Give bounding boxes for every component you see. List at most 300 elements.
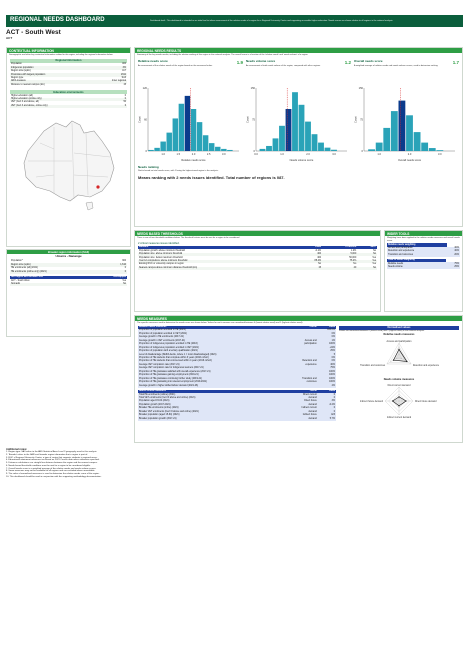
table-cell: Transition and <box>287 377 318 380</box>
table-cell: 15 <box>299 267 322 270</box>
x-tick-label: 2.0 <box>407 153 412 157</box>
table-cell: 0% <box>318 360 336 363</box>
table-cell: ARIA measure <box>10 80 92 83</box>
relative-score-title: Relative needs score <box>138 58 168 63</box>
table-cell: Average growth in higher skilled labour demand (2021-26) <box>138 384 287 387</box>
table-cell: 1,610 <box>92 263 127 266</box>
radar-axis-label: Transition and outcomes <box>360 364 386 367</box>
histogram-bar <box>203 135 208 151</box>
volume-score-note: An assessment of total needs volume of the region, compared with other regions. <box>246 65 321 68</box>
dashboard-description: Dashboard draft - This dashboard is intended as an initial tool to inform assessment of the relative needs of a region for a Regional University Centre and supporting accessible higher education. Needs scores are shown relative to all regions in the national analysis. <box>150 19 394 22</box>
table-row <box>387 266 460 269</box>
note-line: 3. RUC = Regional University Centre, a type of centre that supports students in regional areas. <box>6 456 98 459</box>
relative-score-histogram <box>138 85 242 163</box>
table-header-cell: Value <box>328 325 335 328</box>
site-name: ACT - South West <box>6 29 61 36</box>
table-cell: 0 <box>318 393 336 396</box>
volume-score-card <box>246 60 351 165</box>
table-cell: 50 <box>123 101 126 104</box>
table-cell: Needs volume <box>387 266 446 269</box>
y-tick-label: 150 <box>358 87 363 91</box>
y-tick-label: 150 <box>250 87 255 91</box>
histogram-bar <box>266 146 272 151</box>
table-cell: HE enrolments (all) (2021) <box>11 267 38 270</box>
australia-map <box>14 113 124 213</box>
table-cell: No <box>357 253 377 256</box>
radar-value-point <box>398 348 399 349</box>
table-cell: Direct current <box>278 393 317 396</box>
table-header-cell: Theme <box>309 390 317 393</box>
radar1-title: Relative needs measures <box>383 333 415 337</box>
histogram-bar <box>305 122 311 151</box>
note-line: 9. The value of normalised measures is used to determine the relative needs score of the region. <box>6 473 100 476</box>
table-cell: Year 12 completions: above minimum threshold <box>138 260 299 263</box>
normalised-panel <box>339 326 459 422</box>
y-axis-label: Count <box>246 116 250 124</box>
x-tick-label: 1.5 <box>176 153 181 157</box>
radar-value-point <box>405 400 406 401</box>
overall-score-card <box>354 60 459 165</box>
table-cell: Existing RUC or university campus in region <box>139 263 184 266</box>
table-cell: 1.2% <box>350 249 357 252</box>
thresholds-title: NEEDS BASED THRESHOLDS <box>135 231 380 236</box>
wider-tools-note: Weighting have been applied to the relative needs measures and overall needs score. <box>387 237 460 242</box>
table-header-cell: Threshold <box>345 246 357 249</box>
table-cell: Higher education (online only) <box>10 98 92 101</box>
table-header-cell: Measure <box>139 246 149 249</box>
table-cell: Proportion of population enrolled in VET (2021) <box>138 333 287 336</box>
x-tick-label: 1.0 <box>161 153 165 157</box>
table-cell: 6 <box>92 105 127 108</box>
table-cell: 400 <box>299 253 322 256</box>
table-header-cell: Value <box>328 390 335 393</box>
histogram-bar <box>179 104 184 151</box>
table-cell: 100% <box>318 374 336 377</box>
table-cell: Population <box>11 63 22 66</box>
table-cell: Average VET completion rate (2017-21) <box>138 364 287 367</box>
table-cell: 2611 <box>92 73 127 76</box>
additional-notes-list <box>6 451 463 479</box>
table-header-cell: Relative needs measures <box>139 325 167 328</box>
x-tick-label: 2.0 <box>191 153 196 157</box>
histogram-bar <box>376 143 383 151</box>
thresholds-note: There is one of two threshold conditions below. The threshold criteria must be met for a region to be considered. <box>137 237 240 239</box>
radar-value-shape <box>394 349 407 361</box>
histogram-bar <box>197 122 202 151</box>
normalised-title: Normalised values <box>339 326 459 330</box>
table-cell: 75% <box>318 367 336 370</box>
table-cell: 100% <box>318 371 336 374</box>
table-cell: SA3 <box>121 76 126 79</box>
thresholds-panel <box>134 230 381 312</box>
table-header-cell: Value <box>315 246 322 249</box>
histogram-bar <box>292 92 298 151</box>
table-cell: Direct future <box>278 400 317 403</box>
x-tick-label: 2.5 <box>206 153 211 157</box>
additional-notes <box>6 448 463 498</box>
histogram-bar <box>279 126 285 151</box>
table-cell: -0.2% <box>315 249 322 252</box>
table-cell: VET (Cert 3 and above, online only) <box>10 105 92 108</box>
x-axis-label: Needs volume score <box>289 159 314 163</box>
volume-score-value: 1.2 <box>344 59 351 65</box>
table-cell: 40 <box>322 267 357 270</box>
table-cell: 423 <box>318 414 336 417</box>
table-header-cell: Relative needs weighting <box>388 243 416 246</box>
table-cell: No <box>353 263 357 266</box>
y-tick-label: 0 <box>361 150 363 154</box>
radar2-title: Needs volume measures <box>383 377 415 381</box>
broader-region-table <box>10 260 127 274</box>
x-tick-label: 1.0 <box>377 153 381 157</box>
wider-tools-title: WIDER TOOLS <box>385 231 462 236</box>
table-cell: Region size (sqkm) <box>11 70 31 73</box>
x-tick-label: 3.0 <box>438 153 442 157</box>
table-cell: Proportion of HE students that complete within 3 years (2016 cohort) <box>138 357 287 360</box>
table-cell: No <box>373 249 376 252</box>
table-cell: Yes <box>372 256 376 259</box>
table-row <box>10 283 127 286</box>
needs-results-title: REGIONAL NEEDS RESULTS <box>135 48 462 53</box>
table-cell: 400 <box>317 256 322 259</box>
x-axis-label: Relative needs score <box>181 159 206 163</box>
y-tick-label: 120 <box>142 87 147 91</box>
x-tick-label: 1.0 <box>280 153 284 157</box>
table-cell: experience <box>287 364 318 367</box>
overall-score-value: 1.7 <box>452 59 459 65</box>
table-cell: Proportion of HE graduating into relevant employment (2019-2021) <box>138 381 287 384</box>
table-cell: 100% <box>318 377 336 380</box>
table-cell: Inner regional <box>92 80 127 83</box>
table-cell: 400 <box>122 63 126 66</box>
regional-info-title: Regional information <box>10 59 127 63</box>
relative-score-note: An assessment of the relative needs of the region based on the measures below. <box>138 65 213 68</box>
table-cell: Access and participation <box>387 247 447 250</box>
x-tick-label: 3.0 <box>332 153 336 157</box>
note-line: 1. Region type: SA3 refers to the ABS Statistical Area Level 3 geography used in this analysis. <box>6 451 98 454</box>
relative-score-value: 1.9 <box>236 59 243 65</box>
tasmania-outline <box>86 202 93 210</box>
y-tick-label: 75 <box>360 118 363 122</box>
histogram-bar <box>421 143 428 151</box>
table-cell: 3% <box>92 66 127 69</box>
x-axis-label: Overall needs score <box>397 159 422 163</box>
thresholds-headline: 2 critical measures issues identified. <box>138 241 180 245</box>
volume-measures-radar <box>339 381 459 421</box>
note-line: 7. Overall needs score is a weighted average of the relative needs and needs volume scores. <box>6 467 97 470</box>
table-cell: No <box>357 267 377 270</box>
broader-region-title: Broader region information (SA3) <box>7 250 130 254</box>
radar-value-point <box>406 361 407 362</box>
histogram-bar <box>414 132 421 151</box>
table-cell: No <box>92 283 127 286</box>
table-cell: 40% <box>318 364 336 367</box>
table-cell: Indigenous population <box>10 66 92 69</box>
table-cell: outcomes <box>287 381 318 384</box>
histogram-bar <box>286 109 292 151</box>
table-cell: Retention and <box>287 360 318 363</box>
histogram-bar <box>325 148 331 151</box>
histogram-bar <box>154 148 159 151</box>
needs-results-note: Summary of the key needs results, including the relative ranking of this region in the national analysis. The overall score is a function of the 'relative needs' and 'needs volume' of a region. <box>137 54 309 56</box>
table-cell: 0 <box>318 410 336 413</box>
histogram-bar <box>436 150 443 151</box>
table-cell: Proportion of HE graduates satisfied with overall experience (2017-21) <box>138 371 287 374</box>
table-cell: Postcodes with largest population <box>10 73 92 76</box>
regional-info-table <box>10 63 127 87</box>
y-tick-label: 60 <box>144 118 147 122</box>
radar-axis-label: Indirect current demand <box>386 416 412 419</box>
table-cell: 5,000 <box>322 253 357 256</box>
table-cell: Proportion of Indigenous population enrolled in HE (2016) <box>138 343 287 346</box>
table-cell: 4% <box>318 384 336 387</box>
volume-measures-table <box>138 390 336 421</box>
dashboard-header <box>6 15 463 27</box>
dashboard-title: REGIONAL NEEDS DASHBOARD <box>10 17 105 24</box>
table-cell: Indirect future <box>278 414 317 417</box>
table-cell: 0 <box>318 407 336 410</box>
table-cell: 75% <box>446 262 460 265</box>
histogram-bar <box>145 150 153 154</box>
table-cell: demand <box>278 397 317 400</box>
table-cell: 0% <box>318 333 336 336</box>
table-header-cell: Total of needs weighting <box>388 259 415 262</box>
table-cell: Proportion of population enrolled in HE (2021) <box>138 329 287 332</box>
histogram-bar <box>368 150 375 152</box>
x-tick-label: 0.0 <box>254 153 258 157</box>
table-cell: Population size: above minimum threshold <box>138 253 299 256</box>
table-cell: 100% <box>318 343 336 346</box>
overall-score-title: Overall needs score <box>354 58 383 63</box>
radar-value-point <box>398 396 399 397</box>
table-cell: Total VET enrolments (Cert III above and online) (2021) <box>138 397 278 400</box>
table-header-cell: SA3 region with Broader SA3 <box>11 276 43 279</box>
table-cell: Region type <box>11 76 24 79</box>
broader-region-name: Umarra - Nanangu <box>55 254 82 259</box>
table-cell: Yes <box>357 260 377 263</box>
histogram-bar <box>318 143 324 151</box>
table-cell: 300 <box>122 260 126 263</box>
table-cell: Yes <box>372 263 376 266</box>
context-note: Demographic and other key contextual information related to this region, including the regional information below. <box>9 54 113 56</box>
histogram-bar <box>299 105 305 151</box>
ranking-note: Ranks based on total needs score, with 1 being the highest-need region in the analysis. <box>138 169 219 172</box>
weighting-table <box>387 243 460 257</box>
normalised-note: Values are normalised between 0 (lowest need) and 1 (highest need) in the national analysis. <box>339 330 425 333</box>
histogram-bar <box>221 149 226 151</box>
table-cell: Nearest campus above minimum distance threshold (km) <box>138 267 299 270</box>
table-cell: Distance to nearest campus (km) <box>11 83 45 86</box>
histogram-bar <box>260 149 266 151</box>
table-cell: 85.4% <box>299 260 322 263</box>
table-header-cell: Needs volume measures <box>139 390 166 393</box>
note-line: 5. Distance calculations use straight line distance between the region and the nearest campus. <box>6 462 98 465</box>
table-cell: Average VET completion rate for Indigenous learners (2017-21) <box>138 367 287 370</box>
table-header-cell: Overlapped <box>113 276 126 279</box>
relative-measures-table <box>138 326 336 388</box>
table-cell: 100% <box>318 381 336 384</box>
table-cell: Population growth: above minimum threshold <box>139 249 185 252</box>
table-cell: participation <box>287 343 318 346</box>
radar-axis-label: Access and participation <box>386 340 412 343</box>
table-cell: 0 <box>92 270 127 273</box>
table-cell: Population aged 15-64 (2021) <box>138 400 278 403</box>
table-cell: demand <box>278 404 317 407</box>
needs-measures-panel <box>134 315 463 443</box>
table-cell: 0% <box>318 357 336 360</box>
y-tick-label: 0 <box>145 150 147 154</box>
table-row <box>138 267 377 270</box>
table-cell: demand <box>278 417 317 420</box>
histogram-bar <box>383 128 390 151</box>
histogram-bar <box>215 147 220 151</box>
total-weighting-table <box>387 259 460 269</box>
broader-region-panel <box>6 249 131 337</box>
table-cell: 5.7% <box>318 417 336 420</box>
needs-measures-note: The specific measures used to determine the needs score are shown below. Values for each measure are normalised between 0 (lowest relative need) and 1 (highest relative need). <box>137 322 303 324</box>
table-cell: VET (Cert 3 and above, all) <box>11 101 39 104</box>
radar-value-point <box>392 400 393 401</box>
table-row <box>138 417 336 420</box>
table-row <box>10 105 127 108</box>
table-header-cell: Met? <box>370 246 376 249</box>
table-cell: Level of disadvantage (SEIFA decile, where 1 = most disadvantaged) (2021) <box>138 353 287 356</box>
table-cell: Access and <box>287 339 318 342</box>
table-cell: Average growth in VET enrolments (2017-21) <box>138 339 287 342</box>
x-tick-label: 3.0 <box>222 153 226 157</box>
table-cell: Proportion of population with a tertiary qualification (2021) <box>138 350 287 353</box>
table-cell: 417 <box>122 70 126 73</box>
needs-results-panel <box>134 47 463 227</box>
y-axis-label: Count <box>354 116 358 124</box>
thresholds-table <box>138 246 377 270</box>
table-cell: 3% <box>318 400 336 403</box>
radar-axis-label: Indirect future demand <box>360 400 383 403</box>
table-cell: 0% <box>318 336 336 339</box>
ranking-text: Means ranking with 2 needs issues identified. Total number of regions is 087. <box>138 174 285 180</box>
table-cell: Higher education (all) <box>11 94 33 97</box>
table-cell: Retention and experience <box>387 250 447 253</box>
histogram-bar <box>191 109 196 151</box>
table-cell: 0 <box>124 94 126 97</box>
histogram-bar <box>429 148 436 151</box>
table-cell: 40% <box>447 250 460 253</box>
table-cell: No <box>318 263 322 266</box>
relative-measures-radar <box>339 337 459 377</box>
note-line: 10. This dashboard should be read in conjunction with the supporting methodology documentation. <box>6 475 102 478</box>
overall-score-histogram <box>354 85 458 163</box>
table-cell: 40% <box>447 247 460 250</box>
table-cell: Proportion of Indigenous population enrolled in VET (2021) <box>138 346 287 349</box>
table-cell: Total HE enrolments (online) (2021) <box>138 393 278 396</box>
histogram-bar <box>331 150 337 151</box>
table-cell: 25% <box>446 266 460 269</box>
y-tick-label: 0 <box>253 150 255 154</box>
table-cell: Population* <box>11 260 23 263</box>
histogram-bar <box>167 133 172 151</box>
table-cell: Population growth (2017-2021) <box>138 404 278 407</box>
relative-score-card <box>138 60 243 165</box>
context-title: CONTEXTUAL INFORMATION <box>7 48 130 53</box>
table-cell: Indirect current <box>278 407 317 410</box>
education-env-title: Education environments <box>10 90 127 94</box>
region-location-marker <box>96 185 99 188</box>
histogram-bar <box>209 143 214 151</box>
table-cell: ACT - South West <box>11 279 30 282</box>
table-cell: HE enrolments (online only) (2021) <box>10 270 92 273</box>
table-cell: 0 <box>92 98 127 101</box>
histogram-bar <box>173 119 178 152</box>
histogram-bar <box>391 111 398 151</box>
table-cell: Yes <box>122 279 126 282</box>
table-cell: Transition and outcomes <box>387 254 447 257</box>
table-cell: demand <box>278 410 317 413</box>
table-cell: Proportion of HE students that commenced within 4 years (2016 cohort) <box>138 360 287 363</box>
table-cell: Broader VET enrolments (Cert III above and online) (2021) <box>138 410 278 413</box>
site-state: ACT <box>6 36 13 40</box>
table-cell: Population size: below maximum threshold <box>139 256 183 259</box>
histogram-bar <box>227 150 232 151</box>
table-cell: -24% <box>318 346 336 349</box>
table-cell: 1% <box>318 339 336 342</box>
ranking-title: Needs ranking <box>138 165 159 170</box>
table-cell: Broader population (aged 15-64) (2021) <box>138 414 278 417</box>
volume-score-title: Needs volume score <box>246 58 276 63</box>
table-cell: 5 <box>318 353 336 356</box>
broader-sa3-table <box>10 276 127 286</box>
table-cell: 50,000 <box>349 256 357 259</box>
radar-axis-label: Direct current demand <box>387 384 411 387</box>
radar-axis-label: Direct future demand <box>415 400 437 403</box>
table-cell: Region size (sqkm) <box>10 263 92 266</box>
x-tick-label: 2.0 <box>306 153 310 157</box>
note-line: 4. Educational attainment measures are based on 2021 Census data unless otherwise specified. <box>6 459 100 462</box>
volume-score-histogram <box>246 85 350 163</box>
context-panel <box>6 47 131 247</box>
note-line: 6. Needs based threshold conditions must be met for a region to be considered eligible. <box>6 464 91 467</box>
table-cell: Average growth in HE enrolments (2017-21) <box>138 336 287 339</box>
note-line: 2. 'Broader' refers to the SA3 level broader region information that a region is part of. <box>6 453 88 456</box>
table-cell: 0 <box>318 397 336 400</box>
table-cell: 20% <box>447 254 460 257</box>
note-line: 8. Some measures may not be available for all regions and are excluded where unavailable. <box>6 470 96 473</box>
education-env-table <box>10 94 127 108</box>
y-tick-label: 75 <box>252 118 255 122</box>
table-cell: 0 <box>124 267 126 270</box>
table-cell: 75.4% <box>322 260 357 263</box>
table-cell: Relative needs <box>387 262 446 265</box>
table-cell: 100.0% <box>318 329 336 332</box>
table-cell: Broader population growth (2017-21) <box>138 417 278 420</box>
table-cell: Nomadic <box>10 283 92 286</box>
table-cell: Proportion of HE graduates gaining employment (2019-21) <box>138 374 287 377</box>
radar-value-point <box>393 359 394 360</box>
table-cell: 25% <box>318 350 336 353</box>
radar-axis-label: Retention and experience <box>412 364 440 367</box>
radar-value-point <box>398 405 399 406</box>
table-cell: 15 <box>123 83 126 86</box>
additional-notes-title: Additional notes: <box>6 448 28 451</box>
table-cell: Proportion of HE graduates continuing further study (2019-21) <box>138 377 287 380</box>
table-cell: -0.2% <box>318 404 336 407</box>
overall-score-note: A weighted average of relative needs and needs volume scores, used to determine ranking. <box>354 65 439 68</box>
wider-tools-panel <box>384 230 463 312</box>
needs-measures-title: NEEDS MEASURES <box>135 316 462 321</box>
histogram-bar <box>273 139 279 152</box>
table-header-cell: Theme <box>309 325 317 328</box>
histogram-bar <box>160 142 165 151</box>
table-cell: Broader HE enrolments (online) (2021) <box>138 407 278 410</box>
